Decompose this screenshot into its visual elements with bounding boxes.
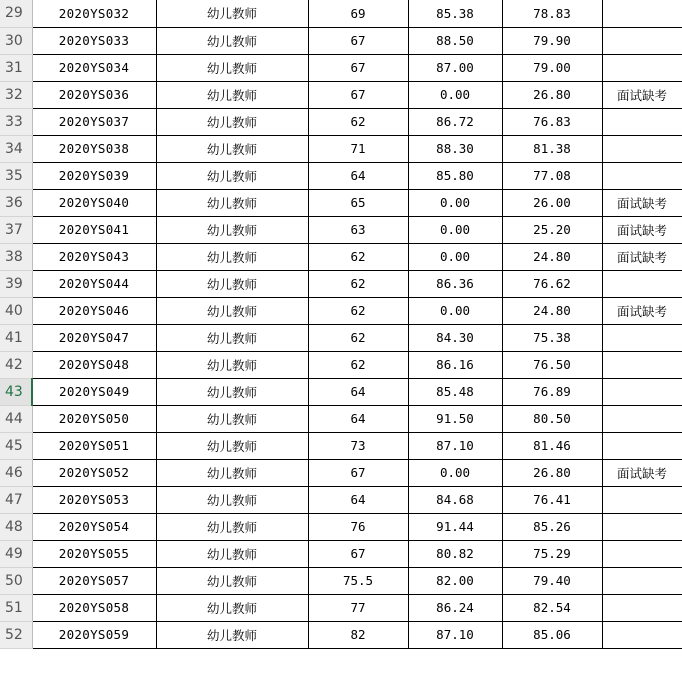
cell-remark[interactable]: 面试缺考 xyxy=(602,81,682,108)
cell-written-score[interactable]: 82 xyxy=(308,621,408,648)
cell-written-score[interactable]: 62 xyxy=(308,324,408,351)
cell-written-score[interactable]: 67 xyxy=(308,459,408,486)
cell-remark[interactable] xyxy=(602,378,682,405)
cell-total-score[interactable]: 76.89 xyxy=(502,378,602,405)
cell-written-score[interactable]: 63 xyxy=(308,216,408,243)
cell-remark[interactable] xyxy=(602,108,682,135)
cell-candidate-id[interactable]: 2020YS044 xyxy=(32,270,156,297)
cell-candidate-id[interactable]: 2020YS033 xyxy=(32,27,156,54)
cell-candidate-id[interactable]: 2020YS036 xyxy=(32,81,156,108)
cell-candidate-id[interactable]: 2020YS053 xyxy=(32,486,156,513)
cell-interview-score[interactable]: 86.16 xyxy=(408,351,502,378)
cell-total-score[interactable]: 26.80 xyxy=(502,459,602,486)
cell-interview-score[interactable]: 91.50 xyxy=(408,405,502,432)
table-row xyxy=(0,297,682,324)
row-header[interactable]: 35 xyxy=(0,162,32,189)
row-header[interactable]: 30 xyxy=(0,27,32,54)
cell-interview-score[interactable]: 85.48 xyxy=(408,378,502,405)
cell-candidate-id[interactable]: 2020YS040 xyxy=(32,189,156,216)
cell-remark[interactable] xyxy=(602,621,682,648)
cell-written-score[interactable]: 67 xyxy=(308,54,408,81)
table-row xyxy=(0,432,682,459)
row-header[interactable]: 52 xyxy=(0,621,32,648)
cell-candidate-id[interactable]: 2020YS057 xyxy=(32,567,156,594)
cell-total-score[interactable]: 81.46 xyxy=(502,432,602,459)
row-header[interactable]: 45 xyxy=(0,432,32,459)
cell-written-score[interactable]: 76 xyxy=(308,513,408,540)
cell-candidate-id[interactable]: 2020YS051 xyxy=(32,432,156,459)
cell-total-score[interactable]: 79.00 xyxy=(502,54,602,81)
cell-position[interactable]: 幼儿教师 xyxy=(156,0,308,27)
cell-written-score[interactable]: 73 xyxy=(308,432,408,459)
cell-position[interactable]: 幼儿教师 xyxy=(156,621,308,648)
row-header[interactable]: 41 xyxy=(0,324,32,351)
cell-remark[interactable] xyxy=(602,135,682,162)
cell-candidate-id[interactable]: 2020YS037 xyxy=(32,108,156,135)
row-header[interactable]: 33 xyxy=(0,108,32,135)
cell-remark[interactable]: 面试缺考 xyxy=(602,297,682,324)
cell-position[interactable]: 幼儿教师 xyxy=(156,432,308,459)
row-header[interactable]: 50 xyxy=(0,567,32,594)
cell-candidate-id[interactable]: 2020YS055 xyxy=(32,540,156,567)
cell-total-score[interactable]: 82.54 xyxy=(502,594,602,621)
cell-position[interactable]: 幼儿教师 xyxy=(156,189,308,216)
cell-remark[interactable] xyxy=(602,162,682,189)
table-row xyxy=(0,216,682,243)
cell-remark[interactable]: 面试缺考 xyxy=(602,459,682,486)
cell-position[interactable]: 幼儿教师 xyxy=(156,162,308,189)
row-header[interactable]: 43 xyxy=(0,378,32,405)
table-row xyxy=(0,594,682,621)
table-row xyxy=(0,81,682,108)
row-header[interactable]: 49 xyxy=(0,540,32,567)
row-header[interactable]: 46 xyxy=(0,459,32,486)
cell-written-score[interactable]: 67 xyxy=(308,81,408,108)
cell-interview-score[interactable]: 86.72 xyxy=(408,108,502,135)
cell-candidate-id[interactable]: 2020YS049 xyxy=(32,378,156,405)
cell-remark[interactable] xyxy=(602,486,682,513)
cell-position[interactable]: 幼儿教师 xyxy=(156,324,308,351)
cell-candidate-id[interactable]: 2020YS052 xyxy=(32,459,156,486)
row-header[interactable]: 32 xyxy=(0,81,32,108)
cell-candidate-id[interactable]: 2020YS032 xyxy=(32,0,156,27)
cell-candidate-id[interactable]: 2020YS059 xyxy=(32,621,156,648)
row-header[interactable]: 36 xyxy=(0,189,32,216)
cell-candidate-id[interactable]: 2020YS041 xyxy=(32,216,156,243)
cell-position[interactable]: 幼儿教师 xyxy=(156,27,308,54)
cell-interview-score[interactable]: 84.68 xyxy=(408,486,502,513)
cell-candidate-id[interactable]: 2020YS039 xyxy=(32,162,156,189)
cell-remark[interactable]: 面试缺考 xyxy=(602,216,682,243)
cell-written-score[interactable]: 67 xyxy=(308,27,408,54)
cell-written-score[interactable]: 62 xyxy=(308,243,408,270)
table-row xyxy=(0,243,682,270)
cell-interview-score[interactable]: 87.10 xyxy=(408,621,502,648)
cell-candidate-id[interactable]: 2020YS050 xyxy=(32,405,156,432)
cell-interview-score[interactable]: 0.00 xyxy=(408,216,502,243)
cell-interview-score[interactable]: 88.50 xyxy=(408,27,502,54)
cell-total-score[interactable]: 79.40 xyxy=(502,567,602,594)
cell-position[interactable]: 幼儿教师 xyxy=(156,216,308,243)
cell-total-score[interactable]: 85.06 xyxy=(502,621,602,648)
row-header[interactable]: 34 xyxy=(0,135,32,162)
cell-written-score[interactable]: 62 xyxy=(308,351,408,378)
cell-candidate-id[interactable]: 2020YS034 xyxy=(32,54,156,81)
cell-total-score[interactable]: 76.41 xyxy=(502,486,602,513)
cell-interview-score[interactable]: 0.00 xyxy=(408,189,502,216)
table-row xyxy=(0,486,682,513)
row-header[interactable]: 47 xyxy=(0,486,32,513)
cell-total-score[interactable]: 75.29 xyxy=(502,540,602,567)
cell-candidate-id[interactable]: 2020YS058 xyxy=(32,594,156,621)
cell-total-score[interactable]: 75.38 xyxy=(502,324,602,351)
cell-total-score[interactable]: 79.90 xyxy=(502,27,602,54)
cell-position[interactable]: 幼儿教师 xyxy=(156,540,308,567)
cell-candidate-id[interactable]: 2020YS048 xyxy=(32,351,156,378)
cell-written-score[interactable]: 71 xyxy=(308,135,408,162)
table-row xyxy=(0,0,682,27)
table-row xyxy=(0,270,682,297)
row-header[interactable]: 44 xyxy=(0,405,32,432)
row-header[interactable]: 31 xyxy=(0,54,32,81)
cell-written-score[interactable]: 64 xyxy=(308,378,408,405)
cell-remark[interactable] xyxy=(602,513,682,540)
cell-remark[interactable]: 面试缺考 xyxy=(602,243,682,270)
cell-interview-score[interactable]: 86.24 xyxy=(408,594,502,621)
cell-remark[interactable] xyxy=(602,540,682,567)
cell-total-score[interactable]: 85.26 xyxy=(502,513,602,540)
row-header[interactable]: 40 xyxy=(0,297,32,324)
cell-position[interactable]: 幼儿教师 xyxy=(156,378,308,405)
cell-remark[interactable] xyxy=(602,0,682,27)
row-header[interactable]: 29 xyxy=(0,0,32,27)
cell-remark[interactable]: 面试缺考 xyxy=(602,189,682,216)
cell-written-score[interactable]: 64 xyxy=(308,486,408,513)
cell-position[interactable]: 幼儿教师 xyxy=(156,513,308,540)
cell-written-score[interactable]: 64 xyxy=(308,162,408,189)
table-row xyxy=(0,567,682,594)
row-header[interactable]: 42 xyxy=(0,351,32,378)
table-row xyxy=(0,405,682,432)
cell-written-score[interactable]: 65 xyxy=(308,189,408,216)
cell-position[interactable]: 幼儿教师 xyxy=(156,135,308,162)
cell-total-score[interactable]: 26.00 xyxy=(502,189,602,216)
cell-candidate-id[interactable]: 2020YS046 xyxy=(32,297,156,324)
cell-position[interactable]: 幼儿教师 xyxy=(156,567,308,594)
cell-position[interactable]: 幼儿教师 xyxy=(156,81,308,108)
cell-written-score[interactable]: 67 xyxy=(308,540,408,567)
cell-interview-score[interactable]: 87.10 xyxy=(408,432,502,459)
cell-remark[interactable] xyxy=(602,27,682,54)
cell-total-score[interactable]: 26.80 xyxy=(502,81,602,108)
cell-candidate-id[interactable]: 2020YS047 xyxy=(32,324,156,351)
cell-position[interactable]: 幼儿教师 xyxy=(156,486,308,513)
cell-total-score[interactable]: 76.62 xyxy=(502,270,602,297)
table-row xyxy=(0,513,682,540)
cell-remark[interactable] xyxy=(602,594,682,621)
table-row xyxy=(0,459,682,486)
cell-interview-score[interactable]: 80.82 xyxy=(408,540,502,567)
cell-interview-score[interactable]: 88.30 xyxy=(408,135,502,162)
cell-position[interactable]: 幼儿教师 xyxy=(156,297,308,324)
row-header[interactable]: 48 xyxy=(0,513,32,540)
cell-position[interactable]: 幼儿教师 xyxy=(156,459,308,486)
table-row xyxy=(0,324,682,351)
table-row xyxy=(0,108,682,135)
cell-interview-score[interactable]: 82.00 xyxy=(408,567,502,594)
cell-total-score[interactable]: 24.80 xyxy=(502,243,602,270)
cell-remark[interactable] xyxy=(602,567,682,594)
table-row xyxy=(0,621,682,648)
table-row xyxy=(0,189,682,216)
row-header[interactable]: 51 xyxy=(0,594,32,621)
cell-interview-score[interactable]: 87.00 xyxy=(408,54,502,81)
cell-candidate-id[interactable]: 2020YS038 xyxy=(32,135,156,162)
table-row xyxy=(0,27,682,54)
cell-remark[interactable] xyxy=(602,270,682,297)
cell-total-score[interactable]: 76.50 xyxy=(502,351,602,378)
cell-interview-score[interactable]: 91.44 xyxy=(408,513,502,540)
cell-remark[interactable] xyxy=(602,351,682,378)
cell-remark[interactable] xyxy=(602,324,682,351)
cell-remark[interactable] xyxy=(602,405,682,432)
cell-position[interactable]: 幼儿教师 xyxy=(156,405,308,432)
cell-interview-score[interactable]: 0.00 xyxy=(408,459,502,486)
table-row xyxy=(0,54,682,81)
cell-written-score[interactable]: 62 xyxy=(308,108,408,135)
cell-position[interactable]: 幼儿教师 xyxy=(156,270,308,297)
cell-total-score[interactable]: 24.80 xyxy=(502,297,602,324)
row-header[interactable]: 37 xyxy=(0,216,32,243)
cell-interview-score[interactable]: 0.00 xyxy=(408,81,502,108)
cell-interview-score[interactable]: 85.80 xyxy=(408,162,502,189)
cell-total-score[interactable]: 25.20 xyxy=(502,216,602,243)
cell-position[interactable]: 幼儿教师 xyxy=(156,594,308,621)
cell-written-score[interactable]: 64 xyxy=(308,405,408,432)
row-header[interactable]: 38 xyxy=(0,243,32,270)
cell-position[interactable]: 幼儿教师 xyxy=(156,351,308,378)
table-row xyxy=(0,540,682,567)
cell-total-score[interactable]: 81.38 xyxy=(502,135,602,162)
cell-written-score[interactable]: 77 xyxy=(308,594,408,621)
cell-total-score[interactable]: 80.50 xyxy=(502,405,602,432)
cell-written-score[interactable]: 69 xyxy=(308,0,408,27)
cell-interview-score[interactable]: 84.30 xyxy=(408,324,502,351)
table-row xyxy=(0,135,682,162)
cell-position[interactable]: 幼儿教师 xyxy=(156,54,308,81)
table-row xyxy=(0,162,682,189)
cell-total-score[interactable]: 76.83 xyxy=(502,108,602,135)
cell-total-score[interactable]: 77.08 xyxy=(502,162,602,189)
row-header[interactable]: 39 xyxy=(0,270,32,297)
cell-remark[interactable] xyxy=(602,54,682,81)
cell-position[interactable]: 幼儿教师 xyxy=(156,108,308,135)
cell-interview-score[interactable]: 85.38 xyxy=(408,0,502,27)
cell-written-score[interactable]: 62 xyxy=(308,270,408,297)
cell-written-score[interactable]: 75.5 xyxy=(308,567,408,594)
cell-remark[interactable] xyxy=(602,432,682,459)
cell-total-score[interactable]: 78.83 xyxy=(502,0,602,27)
cell-candidate-id[interactable]: 2020YS043 xyxy=(32,243,156,270)
table-row xyxy=(0,351,682,378)
cell-interview-score[interactable]: 86.36 xyxy=(408,270,502,297)
cell-interview-score[interactable]: 0.00 xyxy=(408,297,502,324)
cell-interview-score[interactable]: 0.00 xyxy=(408,243,502,270)
cell-position[interactable]: 幼儿教师 xyxy=(156,243,308,270)
cell-written-score[interactable]: 62 xyxy=(308,297,408,324)
table-row xyxy=(0,378,682,405)
cell-candidate-id[interactable]: 2020YS054 xyxy=(32,513,156,540)
